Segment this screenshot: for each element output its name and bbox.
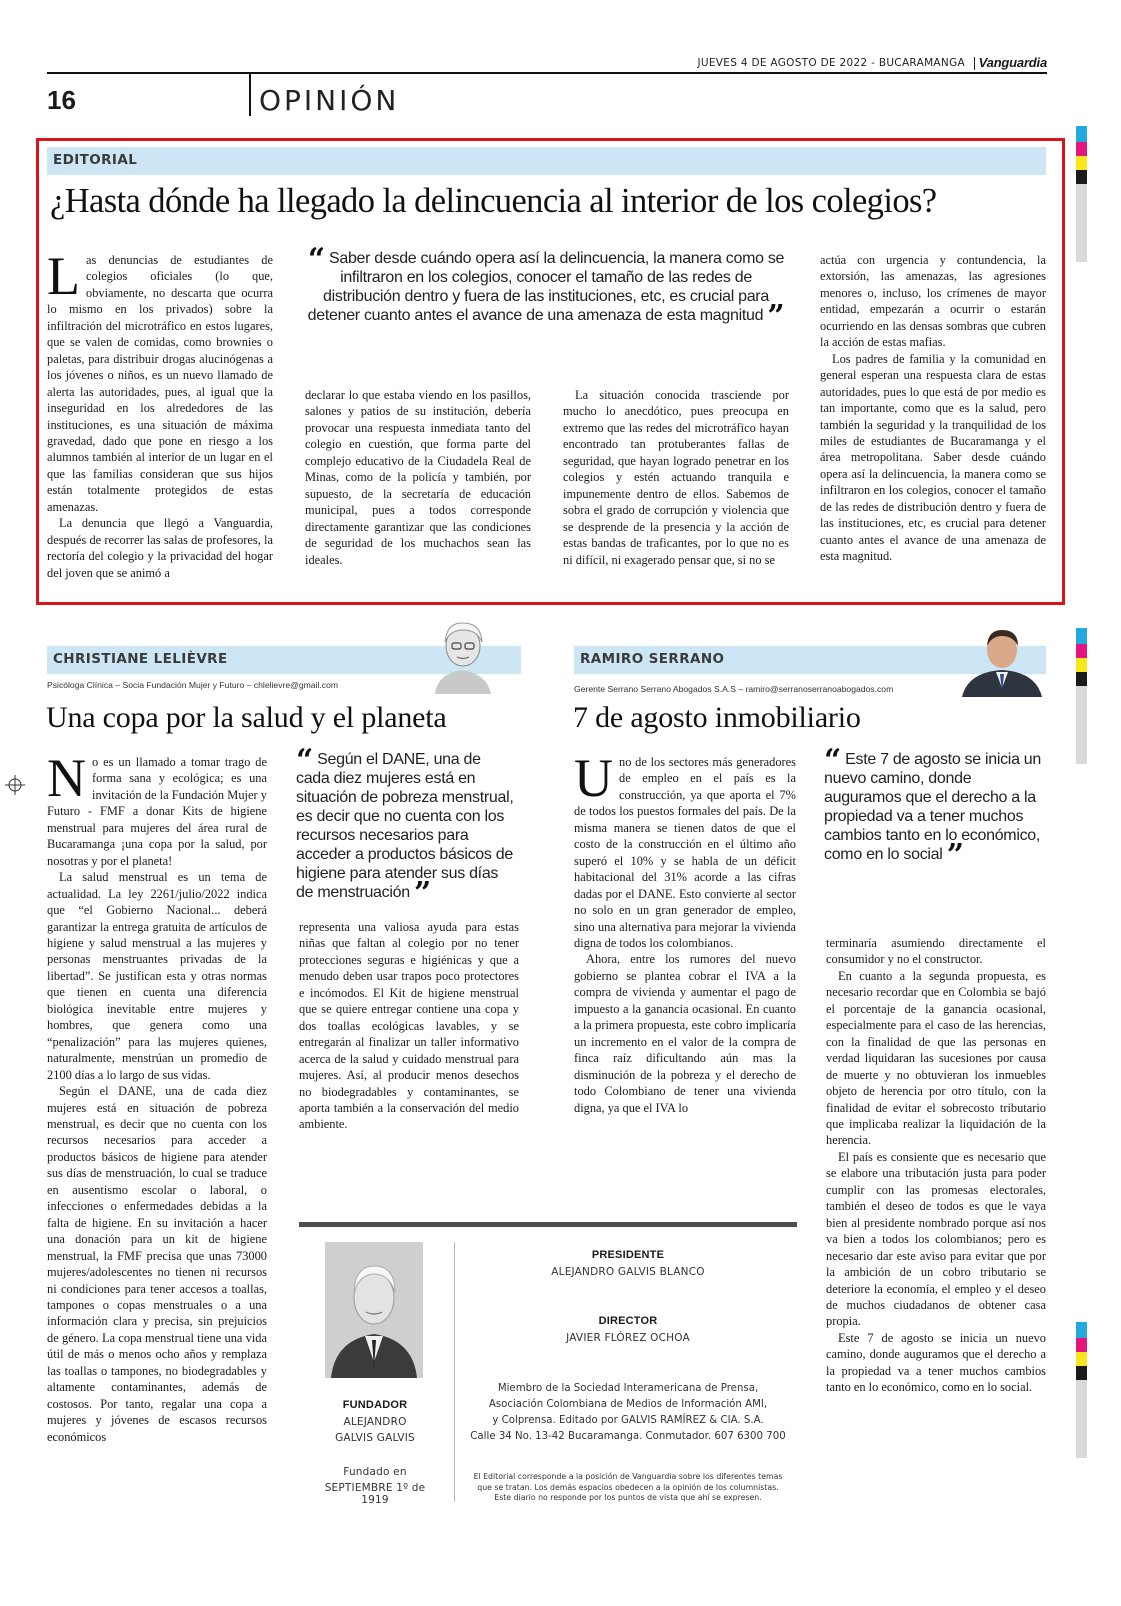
lelievre-pull-quote [296,743,518,911]
founder-portrait [325,1242,423,1378]
president-title: PRESIDENTE [591,1249,665,1261]
founder-name-line2: GALVIS GALVIS [335,1432,415,1444]
serrano-col2-p3: El país es consiente que es necesario que se elabore una tributación justa para poder cumplir con las promesas electorales, también el deseo de todos es que le vaya bien al presidente nombrado porque así nos va bien a todos los colombianos; pero es necesario dar este aviso para evitar que por la ambición de un cobro tributario se deteriore la economía, el empleo y el deseo de muchos ciudadanos de obtener casa propia. [826,1149,1046,1329]
serrano-col2-p4: Este 7 de agosto se inicia un nuevo camino, donde auguramos que el derecho a la propiedad va a tener muchos cambios tanto en lo económico, como en lo social. [826,1330,1046,1395]
disclaimer-line1: El Editorial corresponde a la posición de Vanguardia sobre los diferentes temas [473,1472,783,1481]
serrano-col1-p1: no de los sectores más generadores de empleo en el país es la construcción, ya que aporta el 7% de todos los puestos formales del país. De la misma manera se tienen datos de que el costo de la construcción en el último año superó el 10% y se habla de un déficit habitacional del 31% acorde a las cifras dadas por el DANE. Esto convierte al sector no solo en un gran generador de empleo, sino una alternativa para mejorar la vivienda digna de todos los colombianos. [574,755,796,950]
disclaimer-line3: Este diario no responde por los puntos de vista que ahí se expresen. [494,1493,762,1502]
open-quote-icon: “ [307,242,325,277]
lelievre-col1-p3: Según el DANE, una de cada diez mujeres está en situación de pobreza menstrual, es decir que no cuenta con los recursos necesarios para acceder a productos básicos de higiene para atender sus días de menstruación, lo cual se traduce en ausentismo escolar o laboral, o infecciones o enfermedades debidas a la falta de higiene. En su invitación a hacer una donación para un kit de higiene menstrual, la FMF precisa que unas 73000 mujeres/adolescentes no tienen ni recursos ni condiciones para tener accesos a toallas, tampones o copas menstruales o a una información clara y precisa, sin prejuicios de género. La copa menstrual tiene una vida útil de más o menos ocho años y remplaza las toallas o tampones, no biodegradables y altamente contaminantes, además de costosos. Por tanto, regalar una copa a mujeres y jóvenes de escasos recursos económicos [47,1084,267,1444]
page-header [47,48,1047,128]
lelievre-byline: Psicóloga Clínica – Socia Fundación Mujer y Futuro – chlelievre@gmail.com [47,680,339,690]
editorial-column-3 [563,387,789,568]
publisher-info [460,1381,796,1445]
dateline: JUEVES 4 DE AGOSTO DE 2022 - BUCARAMANGA [697,57,965,69]
editorial-col3-text: La situación conocida trasciende por mucho lo anecdótico, pues preocupa en extremo que las redes del microtráfico hayan encontrado tan protuberantes fallas de seguridad, que hayan logrado penetrar en los colegios y estén actuando tranquila e impunemente dentro de ellos. Sabemos de sobra el grado de corrupción y violencia que se desprende de la presencia y la acción de estas bandas de traficantes, por lo que no es ni difícil, ni exagerado pensar que, si no se [563,388,789,567]
founded-line2: SEPTIEMBRE 1º de 1919 [324,1482,426,1506]
lelievre-col1-p2: La salud menstrual es un tema de actualidad. La ley 2261/julio/2022 indica que “el Gobierno Nacional... deberá garantizar la entrega gratuita de artículos de higiene y salud menstrual a las mujeres y personas menstruantes privadas de la libertad”. Se justifican esta y otras normas que tienen en cuenta una diferencia biológica inevitable entre mujeres y hombres, que genera como una “penalización” para las mujeres quienes, naturalmente, menstrúan un promedio de 2100 días a lo largo de sus vidas. [47,870,267,1082]
serrano-pull-quote [824,743,1046,873]
brand-logo: Vanguardia [978,55,1047,70]
editorial-label: EDITORIAL [53,152,138,168]
dateline-separator [974,57,975,70]
serrano-byline: Gerente Serrano Serrano Abogados S.A.S – ramiro@serranoserranoabogados.com [574,684,894,694]
editorial-col1-p2: La denuncia que llegó a Vanguardia, después de recorrer las salas de profesores, la rectoría del colegio y la privacidad del hogar del joven que se animó a [47,516,273,580]
founded-line1: Fundado en [343,1466,407,1478]
editorial-column-1 [47,246,273,581]
disclaimer-line2: que se tratan. Los demás espacios obedecen a la opinión de los columnistas. [477,1482,779,1492]
editorial-disclaimer [458,1472,798,1504]
editorial-label-bar [47,147,1046,175]
serrano-avatar [958,622,1046,697]
lelievre-dropcap: N [47,748,86,808]
publisher-info-line2: Asociación Colombiana de Medios de Información AMI, [488,1399,768,1410]
publisher-info-line4: Calle 34 No. 13-42 Bucaramanga. Conmutador. 607 6300 700 [470,1431,786,1442]
president-name: ALEJANDRO GALVIS BLANCO [551,1266,705,1278]
color-bar-bottom [1076,1322,1087,1458]
serrano-headline: 7 de agosto inmobiliario [573,701,861,734]
editorial-col2-text: declarar lo que estaba viendo en los pasillos, salones y patios de su institución, debería provocar una respuesta inmediata tanto del colegio en cuestión, que forma parte del complejo educativo de la Ciudadela Real de Minas, como de la policía y también, por supuesto, de la secretaría de educación municipal, pues a todos corresponde directamente garantizar que las condiciones de seguridad de los muchachos sean las ideales. [305,388,531,567]
editorial-col1-p1: as denuncias de estudiantes de colegios oficiales (lo que, obviamente, no descarta que ocurra lo mismo en los privados) sobre la infiltración del microtráfico en estos lugares, que se valen de comidas, como brownies o paletas, para distribuir drogas alucinógenas a los jóvenes o niños, es un nuevo llamado de alerta las autoridades, pues, al igual que la inseguridad en los alrededores de las instituciones, es una situación de máxima gravedad, dado que pone en riesgo a los alumnos también al interior de un lugar en el que las familias consideran que sus hijos están totalmente protegidos de estas amenazas. [47,253,273,514]
editorial-column-2 [305,387,531,568]
editorial-col4-p1: actúa con urgencia y contundencia, la extorsión, las amenazas, las agresiones menores o, incluso, los crímenes de mayor entidad, empezarán a ocurrir o estarán ocurriendo en las densas sombras que cubren la acción de estas mafias. [820,253,1046,350]
editorial-dropcap: L [47,246,80,306]
close-quote-icon: ” [946,838,964,873]
founder-name-line1: ALEJANDRO [343,1416,407,1428]
editorial-column-4 [820,252,1046,565]
lelievre-col2-text: representa una valiosa ayuda para estas niñas que faltan al colegio por no tener protecciones seguras e higiénicas y que a menudo deben usar trapos poco protectores e incómodos. El Kit de higiene menstrual que se quiere entregar contiene una copa y dos toallas ecológicas lavables, y se entregarán al finalizar un taller informativo acerca de la salud y cuidado menstrual para mujeres. Así, al producir menos desechos no biodegradables y contaminantes, se aporta también a la conservación del medio ambiente. [299,920,519,1132]
founder-title: FUNDADOR [342,1399,408,1411]
lelievre-col1-p1: o es un llamado a tomar trago de forma sana y ecológica; es una invitación de la Fundación Mujer y Futuro - FMF a donar Kits de higiene menstrual para mujeres del área rural de Bucaramanga ¡una copa por la salud, por nosotras y por el planeta! [47,755,267,868]
page-number: 16 [47,85,76,115]
section-title: OPINIÓN [259,84,400,117]
lelievre-label: CHRISTIANE LELIÈVRE [53,651,228,667]
open-quote-icon: “ [824,743,841,778]
staff-divider [454,1242,455,1502]
serrano-label: RAMIRO SERRANO [580,651,725,667]
lelievre-headline: Una copa por la salud y el planeta [46,701,447,734]
editorial-pull-quote [302,242,790,334]
lelievre-column-2 [299,919,519,1133]
registration-mark-icon [5,775,25,795]
serrano-column-1 [574,748,796,1116]
open-quote-icon: “ [296,743,313,778]
lelievre-pull-quote-text: Según el DANE, una de cada diez mujeres está en situación de pobreza menstrual, es decir que no cuenta con los recursos necesarios para acceder a productos básicos de higiene para atender sus días de menstruación [296,751,514,901]
serrano-pull-quote-text: Este 7 de agosto se inicia un nuevo camino, donde auguramos que el derecho a la propiedad va a tener muchos cambios tanto en lo económico, como en lo social [824,751,1042,863]
serrano-column-2 [826,935,1046,1396]
director-title: DIRECTOR [598,1315,658,1327]
close-quote-icon: ” [767,299,785,334]
section-divider [249,74,251,116]
close-quote-icon: ” [413,876,431,911]
serrano-col1-p2: Ahora, entre los rumores del nuevo gobierno se plantea cobrar el IVA a la compra de vivienda y aumentar el pago de impuesto a la ganancia ocasional. En cuanto a la primera propuesta, este cobro implicaría un incremento en el valor de la compra de finca raíz dificultando aún mas la disminución de la pobreza y el derecho de todo Colombiano de tener una vivienda digna, ya que el IVA lo [574,952,796,1115]
director-name: JAVIER FLÓREZ OCHOA [566,1332,690,1344]
staff-box-rule [299,1222,797,1227]
header-rule [47,72,1047,74]
publisher-info-line1: Miembro de la Sociedad Interamericana de Prensa, [497,1383,759,1394]
lelievre-column-1 [47,748,267,1445]
serrano-dropcap: U [574,748,613,808]
serrano-col2-p1: terminaría asumiendo directamente el consumidor y no el constructor. [826,936,1046,967]
color-bar-middle [1076,628,1087,764]
publisher-info-line3: y Colprensa. Editado por GALVIS RAMÍREZ & CIA. S.A. [492,1415,764,1426]
editorial-headline: ¿Hasta dónde ha llegado la delincuencia al interior de los colegios? [50,182,937,220]
lelievre-avatar [425,612,500,694]
color-bar-top [1076,126,1087,262]
serrano-col2-p2: En cuanto a la segunda propuesta, es necesario recordar que en Colombia se bajó el porcentaje de la ganancia ocasional, especialmente para el caso de las herencias, con la finalidad de que las personas en verdad liquidaran las sucesiones por causa de muerte y no obtuvieran los inmuebles objeto de herencia por otro título, con la finalidad de evitar el sobrecosto tributario que implicaba realizar la liquidación de la herencia. [826,968,1046,1148]
editorial-pull-quote-text: Saber desde cuándo opera así la delincuencia, la manera como se infiltraron en los colegios, conocer el tamaño de las redes de distribución dentro y fuera de las instituciones, etc, es crucial para detener cuanto antes el avance de una amenaza de esta magnitud [307,250,785,324]
editorial-col4-p2: Los padres de familia y la comunidad en general esperan una respuesta clara de estas autoridades, pues lo que está de por medio es tan importante, como que es la salud, pero también la seguridad y la tranquilidad de los miles de estudiantes de Bucaramanga y el área metropolitana. Saber desde cuándo opera así la delincuencia, la manera como se infiltraron en los colegios, conocer el tamaño de las redes de distribución dentro y fuera de las instituciones, etc, es crucial para detener cuanto antes el avance de una amenaza de esta magnitud. [820,351,1046,564]
